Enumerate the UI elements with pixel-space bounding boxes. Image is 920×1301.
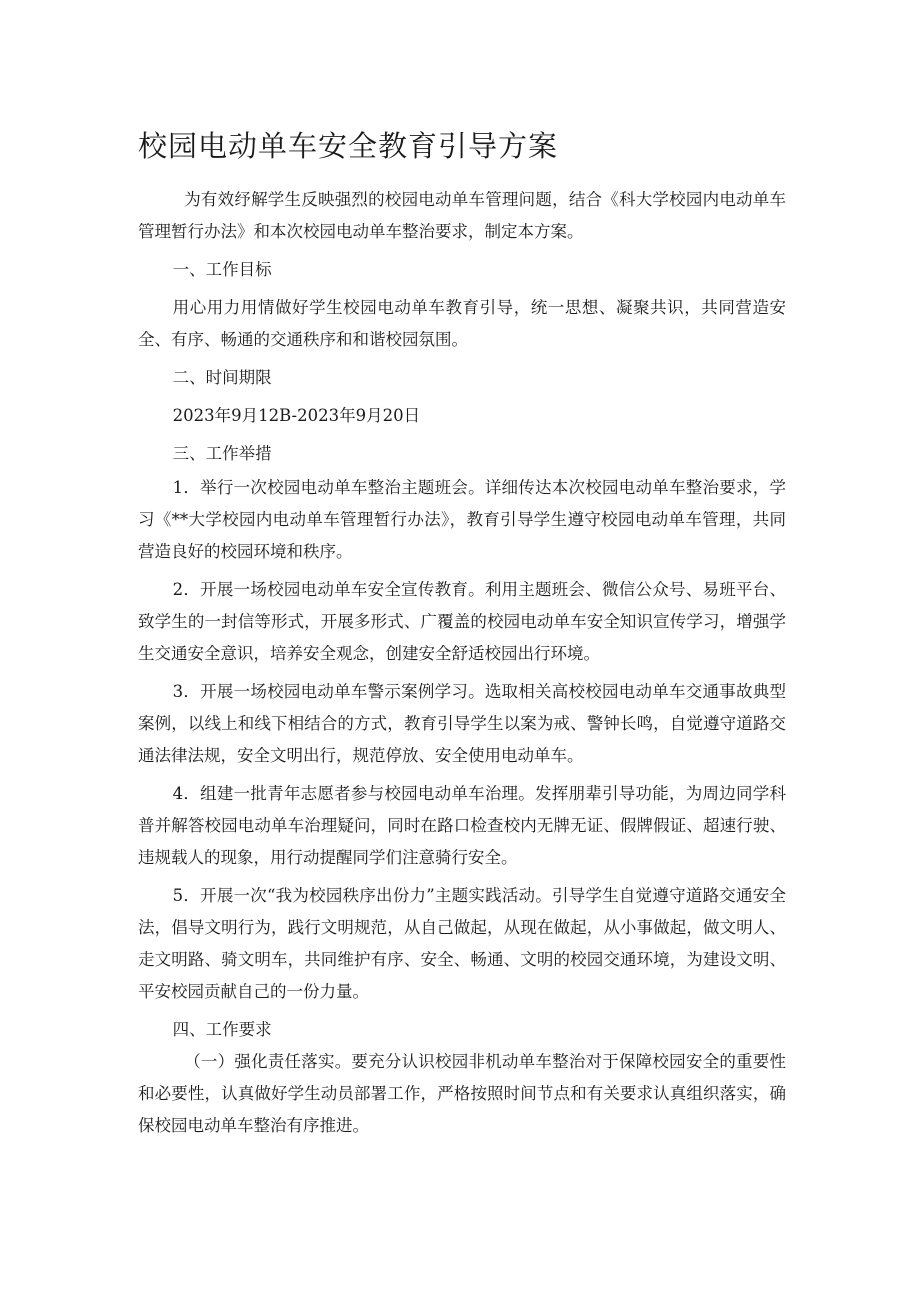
measure-item: 1．举行一次校园电动单车整治主题班会。详细传达本次校园电动单车整治要求，学习《**大学校园内电动单车管理暂行办法》，教育引导学生遵守校园电动单车管理，共同营造良好的校园环境和秩序。	[138, 478, 786, 561]
goal-paragraph: 用心用力用情做好学生校园电动单车教育引导，统一思想、凝聚共识，共同营造安全、有序、畅通的交通秩序和和谐校园氛围。	[138, 298, 786, 349]
document-title: 校园电动单车安全教育引导方案	[138, 129, 559, 163]
section-heading-goal: 一、工作目标	[172, 260, 272, 279]
measure-item: 2．开展一场校园电动单车安全宣传教育。利用主题班会、微信公众号、易班平台、致学生的一封信等形式，开展多形式、广覆盖的校园电动单车安全知识宣传学习，增强学生交通安全意识，培养安全观念，创建安全舒适校园出行环境。	[138, 580, 786, 663]
measure-item: 5．开展一次“我为校园秩序出份力”主题实践活动。引导学生自觉遵守道路交通安全法，倡导文明行为，践行文明规范，从自己做起，从现在做起，从小事做起，做文明人、走文明路、骑文明车，共同维护有序、安全、畅通、文明的校园交通环境，为建设文明、平安校园贡献自己的一份力量。	[138, 886, 786, 1001]
section-heading-requirements: 四、工作要求	[172, 1020, 272, 1039]
time-paragraph: 2023年9月12B-2023年9月20日	[172, 406, 421, 425]
measure-item: 4．组建一批青年志愿者参与校园电动单车治理。发挥朋辈引导功能，为周边同学科普并解答校园电动单车治理疑问，同时在路口检查校内无牌无证、假牌假证、超速行驶、违规载人的现象，用行动提醒同学们注意骑行安全。	[138, 784, 786, 867]
measure-item: 3．开展一场校园电动单车警示案例学习。选取相关高校校园电动单车交通事故典型案例，以线上和线下相结合的方式，教育引导学生以案为戒、警钟长鸣，自觉遵守道路交通法律法规，安全文明出行，规范停放、安全使用电动单车。	[138, 682, 786, 765]
requirement-paragraph: （一）强化责任落实。要充分认识校园非机动单车整治对于保障校园安全的重要性和必要性，认真做好学生动员部署工作，严格按照时间节点和有关要求认真组织落实，确保校园电动单车整治有序推进。	[138, 1052, 786, 1135]
section-heading-time: 二、时间期限	[172, 368, 272, 387]
intro-paragraph: 为有效纾解学生反映强烈的校园电动单车管理问题，结合《科大学校园内电动单车管理暂行办法》和本次校园电动单车整治要求，制定本方案。	[138, 190, 786, 241]
document-body	[138, 184, 786, 1142]
section-heading-measures: 三、工作举措	[172, 444, 272, 463]
